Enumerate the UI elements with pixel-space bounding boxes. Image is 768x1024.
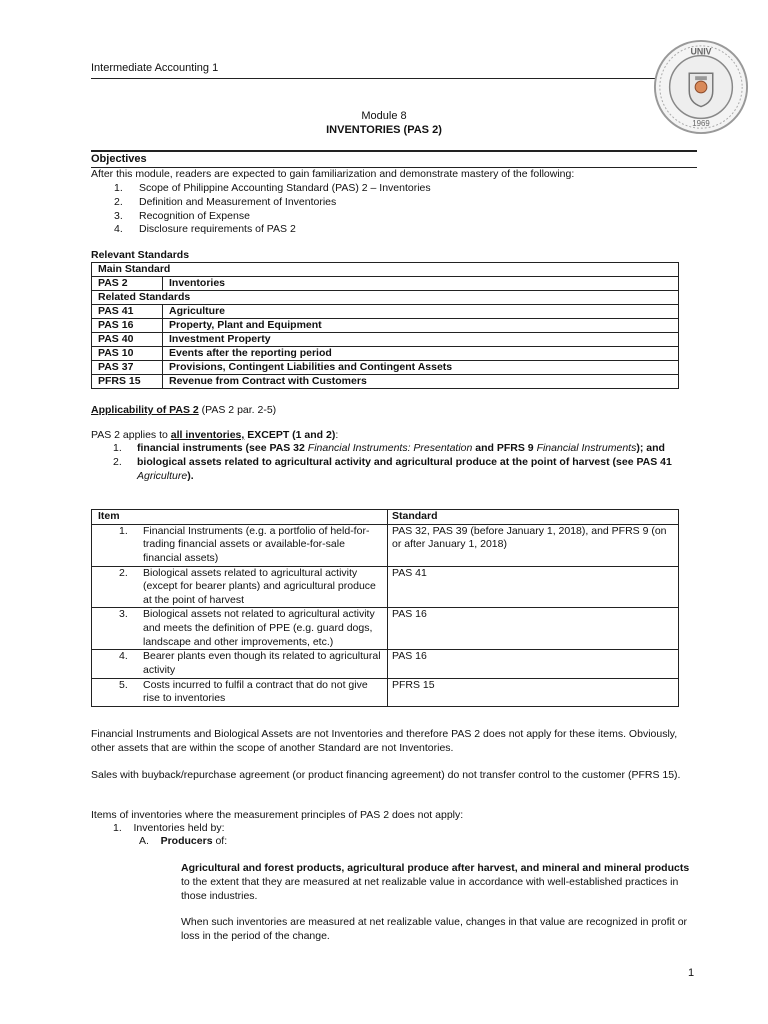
objectives-section (91, 168, 691, 237)
table-row (92, 566, 679, 608)
standard-name: Provisions, Contingent Liabilities and Contingent Assets (163, 361, 679, 375)
table-row (92, 608, 679, 650)
applies-text: PAS 2 applies to (91, 429, 171, 441)
applies-statement (91, 429, 338, 443)
objective-item (91, 196, 691, 210)
standard-name: Revenue from Contract with Customers (163, 375, 679, 389)
objective-text: Recognition of Expense (139, 209, 250, 222)
producers-text: to the extent that they are measured at net realizable value in accordance with well-established practices in those industries. (181, 875, 679, 902)
objective-text: Definition and Measurement of Inventories (139, 195, 337, 208)
list-number: 1. (114, 181, 123, 194)
items-standards-table (91, 509, 679, 707)
main-standard-label: Main Standard (92, 263, 679, 277)
applicability-ref: (PAS 2 par. 2-5) (198, 404, 277, 416)
standards-table (91, 262, 679, 389)
exception-italic-text: Agriculture (137, 469, 188, 482)
standard-code: PAS 10 (92, 347, 163, 361)
list-item (113, 442, 683, 456)
item-text: Financial Instruments (e.g. a portfolio of held-for-trading financial assets or available-for-sale financial assets) (143, 524, 370, 564)
list-number: 4. (114, 223, 123, 236)
objective-item (91, 223, 691, 237)
column-header-standard: Standard (388, 510, 679, 525)
paragraph-financial-instruments: Financial Instruments and Biological Assets are not Inventories and therefore PAS 2 does not apply for these items. Obviously, other assets that are within the scope of another Standard are not Inventories. (91, 728, 678, 754)
item-cell (92, 608, 388, 650)
exception-text: financial instruments (see PAS 32 (137, 442, 308, 454)
list-text: Inventories held by: (133, 822, 225, 834)
table-row (92, 319, 679, 333)
table-row (92, 305, 679, 319)
page-number: 1 (688, 967, 695, 979)
paragraph-nrv: When such inventories are measured at net realizable value, changes in that value are recognized in profit or loss in the period of the change. (181, 916, 688, 942)
standard-name: Agriculture (163, 305, 679, 319)
table-row (92, 650, 679, 678)
objectives-heading: Objectives (91, 153, 147, 165)
producers-bold-text: Agricultural and forest products, agricultural produce after harvest, and mineral and mineral products (181, 862, 690, 874)
table-row (92, 263, 679, 277)
standard-name: Inventories (163, 277, 679, 291)
exceptions-list (113, 442, 683, 484)
item-cell (92, 678, 388, 706)
exception-italic-text: Financial Instruments (536, 442, 637, 454)
applies-colon: : (335, 429, 339, 441)
standard-code: PAS 37 (92, 361, 163, 375)
standard-cell: PAS 16 (388, 650, 679, 678)
exception-text: ). (187, 469, 194, 482)
standard-code: PAS 16 (92, 319, 163, 333)
list-item (113, 456, 683, 484)
exception-text: ); and (636, 442, 665, 454)
objective-text: Scope of Philippine Accounting Standard (PAS) 2 – Inventories (139, 181, 431, 194)
item-text: Biological assets related to agricultural activity (except for bearer plants) and agricultural produce at the point of harvest (143, 566, 376, 606)
table-row (92, 347, 679, 361)
exception-italic-text: Financial Instruments: Presentation (307, 442, 473, 454)
list-number: 1. (119, 524, 128, 537)
list-number: 2. (119, 566, 128, 579)
item-cell (92, 650, 388, 678)
module-number: Module 8 (361, 110, 407, 122)
table-row (92, 333, 679, 347)
list-item (139, 835, 679, 849)
list-number: 2. (113, 455, 122, 468)
producers-label: Producers (160, 835, 213, 847)
objectives-intro: After this module, readers are expected to gain familiarization and demonstrate mastery of the following: (91, 168, 575, 180)
relevant-standards-heading: Relevant Standards (91, 249, 190, 261)
applies-except-text: EXCEPT (1 and 2) (244, 429, 336, 441)
table-row (92, 678, 679, 706)
objectives-top-rule (91, 150, 697, 152)
item-cell (92, 566, 388, 608)
standard-name: Investment Property (163, 333, 679, 347)
table-row (92, 375, 679, 389)
paragraph-producers (181, 862, 691, 904)
applies-bold-text: all inventories, (170, 429, 245, 441)
standard-code: PAS 2 (92, 277, 163, 291)
applicability-heading: Applicability of PAS 2 (91, 404, 199, 416)
standard-cell: PAS 32, PAS 39 (before January 1, 2018), and PFRS 9 (on or after January 1, 2018) (388, 524, 679, 566)
item-text: Biological assets not related to agricultural activity and meets the definition of PPE (e.g. guard dogs, landscape and other improvements, etc.) (143, 608, 375, 648)
item-text: Bearer plants even though its related to agricultural activity (143, 650, 381, 677)
list-letter: A. (139, 835, 149, 847)
paragraph-measurement-intro: Items of inventories where the measurement principles of PAS 2 does not apply: (91, 809, 464, 821)
list-number: 3. (114, 209, 123, 222)
svg-text:UNIV: UNIV (690, 46, 712, 57)
column-header-item: Item (92, 510, 388, 525)
item-cell (92, 524, 388, 566)
header-rule (91, 78, 697, 79)
standard-cell: PAS 16 (388, 608, 679, 650)
table-row (92, 524, 679, 566)
standard-name: Property, Plant and Equipment (163, 319, 679, 333)
standard-name: Events after the reporting period (163, 347, 679, 361)
module-title: INVENTORIES (PAS 2) (326, 124, 442, 136)
list-number: 5. (119, 678, 128, 691)
standard-cell: PAS 41 (388, 566, 679, 608)
standard-code: PAS 41 (92, 305, 163, 319)
list-item (113, 822, 673, 836)
standard-code: PAS 40 (92, 333, 163, 347)
item-text: Costs incurred to fulfil a contract that do not give rise to inventories (143, 678, 368, 705)
paragraph-buyback: Sales with buyback/repurchase agreement (or product financing agreement) do not transfer control to the customer (PFRS 15). (91, 769, 681, 781)
table-row (92, 277, 679, 291)
list-number: 3. (119, 608, 128, 621)
objective-item (91, 210, 691, 224)
objective-item (91, 182, 691, 196)
exception-text: and PFRS 9 (472, 442, 537, 454)
table-header-row (92, 510, 679, 525)
exception-text: biological assets related to agricultural activity and agricultural produce at the point of harvest (see PAS 41 (137, 455, 672, 468)
list-text: of: (212, 835, 228, 847)
table-row (92, 291, 679, 305)
list-number: 4. (119, 650, 128, 663)
objective-text: Disclosure requirements of PAS 2 (139, 223, 296, 236)
standard-code: PFRS 15 (92, 375, 163, 389)
list-number: 1. (113, 442, 122, 454)
list-number: 1. (113, 822, 122, 834)
applicability-heading-line (91, 404, 276, 418)
svg-text:1969: 1969 (692, 119, 710, 129)
list-number: 2. (114, 195, 123, 208)
table-row (92, 361, 679, 375)
objectives-list (91, 182, 691, 237)
course-title: Intermediate Accounting 1 (91, 62, 219, 74)
standard-cell: PFRS 15 (388, 678, 679, 706)
related-standards-label: Related Standards (92, 291, 679, 305)
